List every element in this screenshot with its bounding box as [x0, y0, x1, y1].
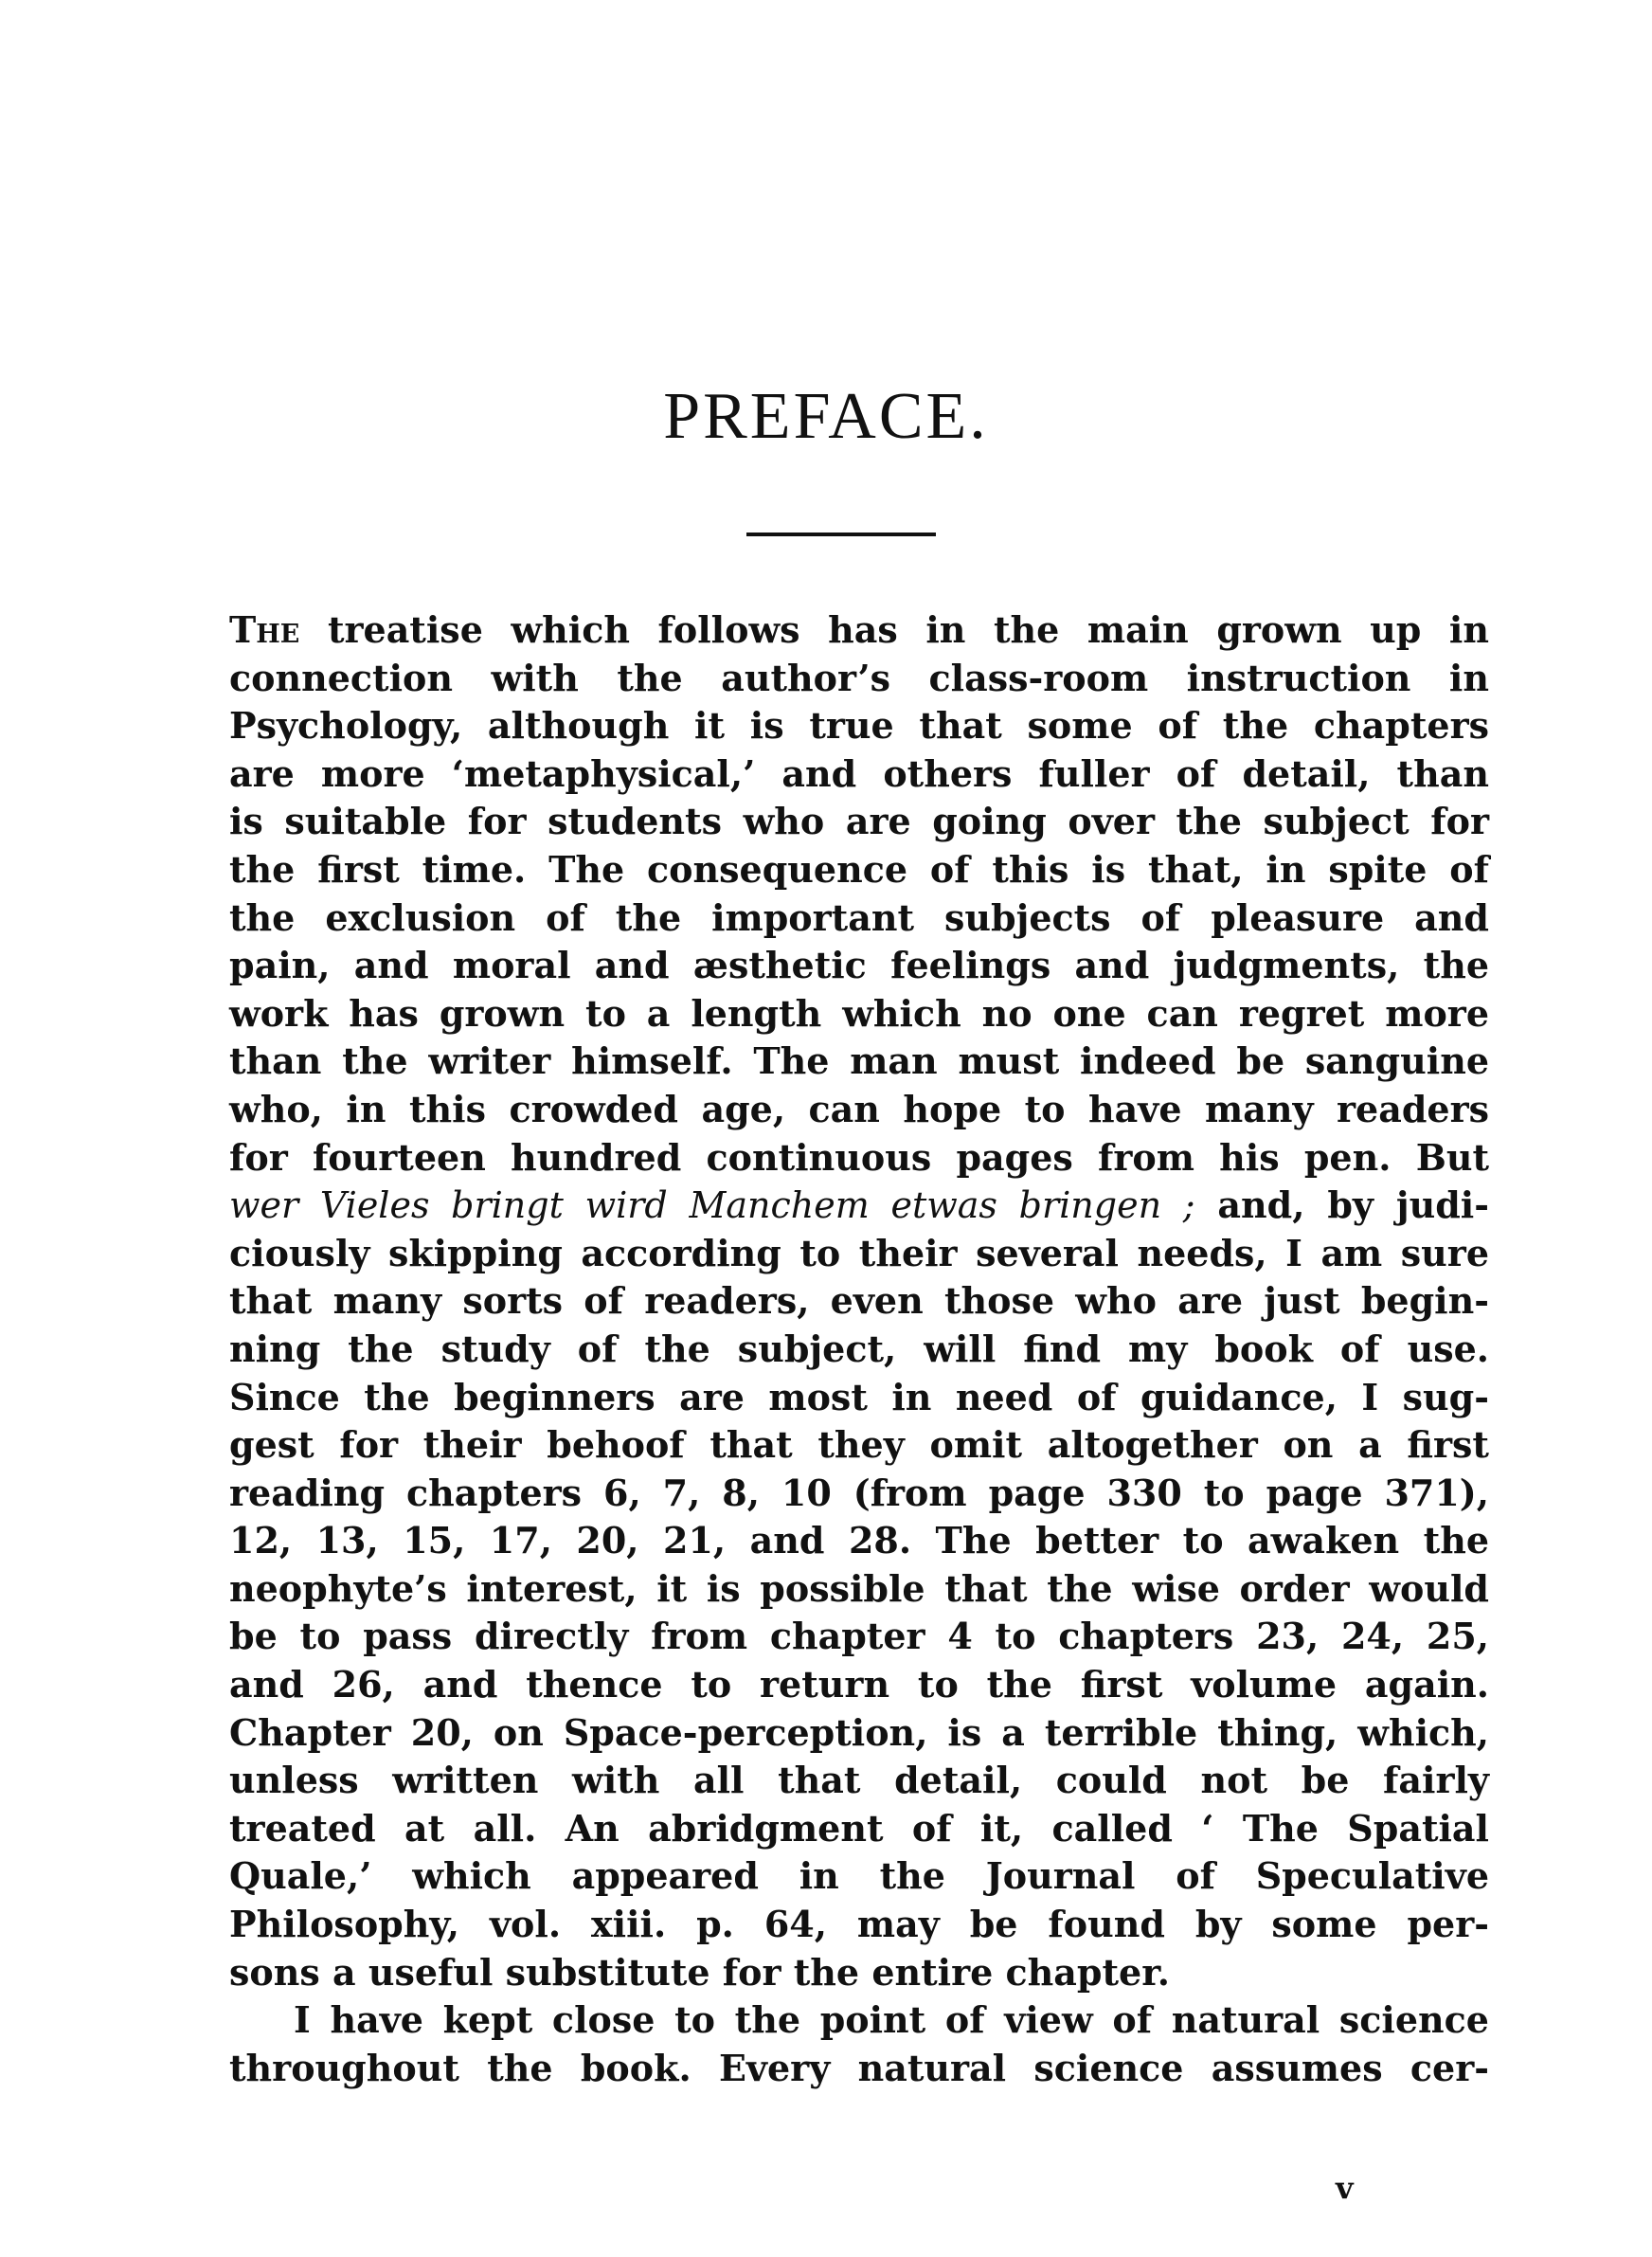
- text-line: neophyte’s interest, it is possible that the wise order would: [229, 1566, 1489, 1610]
- lead-word: The: [229, 608, 300, 651]
- text-line: for fourteen hundred continuous pages from his pen. But: [229, 1135, 1489, 1179]
- text-line: Quale,’ which appeared in the Journal of Speculative: [229, 1854, 1489, 1898]
- text-line: throughout the book. Every natural science assumes cer-: [229, 2046, 1489, 2089]
- text-line: be to pass directly from chapter 4 to chapters 23, 24, 25,: [229, 1615, 1489, 1658]
- text-line: Psychology, although it is true that some of the chapters: [229, 704, 1489, 748]
- text-line: Philosophy, vol. xiii. p. 64, may be found by some per-: [229, 1903, 1489, 1946]
- text-line: wer Vieles bringt wird Manchem etwas bringen ; and, by judi-: [229, 1183, 1489, 1227]
- text-line: unless written with all that detail, could not be fairly: [229, 1759, 1489, 1802]
- title-rule: [746, 533, 936, 536]
- text-line: than the writer himself. The man must indeed be sanguine: [229, 1039, 1489, 1083]
- german-quote: wer Vieles bringt wird Manchem etwas bringen ;: [229, 1184, 1195, 1227]
- text-line: reading chapters 6, 7, 8, 10 (from page 330 to page 371),: [229, 1471, 1489, 1514]
- text-line: are more ‘metaphysical,’ and others fuller of detail, than: [229, 751, 1489, 795]
- text-line: that many sorts of readers, even those who are just begin-: [229, 1279, 1489, 1323]
- text-line: connection with the author’s class-room instruction in: [229, 656, 1489, 699]
- text-line: gest for their behoof that they omit altogether on a first: [229, 1423, 1489, 1467]
- text-line: ning the study of the subject, will find my book of use.: [229, 1327, 1489, 1370]
- page-title: PREFACE.: [663, 380, 989, 453]
- text-line: Chapter 20, on Space-perception, is a terrible thing, which,: [229, 1710, 1489, 1754]
- text-line: the first time. The consequence of this is that, in spite of: [229, 847, 1489, 891]
- text-line: Since the beginners are most in need of guidance, I sug-: [229, 1375, 1489, 1418]
- preface-body: [229, 606, 1489, 2092]
- text-line: and 26, and thence to return to the first volume again.: [229, 1663, 1489, 1706]
- text-line: sons a useful substitute for the entire chapter.: [229, 1950, 1170, 1994]
- text-line: pain, and moral and æsthetic feelings and judgments, the: [229, 944, 1489, 987]
- text-line: 12, 13, 15, 17, 20, 21, and 28. The better to awaken the: [229, 1519, 1489, 1562]
- text-line: is suitable for students who are going over the subject for: [229, 800, 1489, 843]
- text-line: who, in this crowded age, can hope to have many readers: [229, 1087, 1489, 1130]
- text-line: ciously skipping according to their several needs, I am sure: [229, 1231, 1489, 1274]
- text-line: The treatise which follows has in the main grown up in: [229, 608, 1489, 651]
- text-line: treated at all. An abridgment of it, called ‘ The Spatial: [229, 1806, 1489, 1850]
- text-line: I have kept close to the point of view of natural science: [294, 1998, 1489, 2042]
- page-folio: v: [1336, 2170, 1354, 2206]
- text-line: the exclusion of the important subjects of pleasure and: [229, 895, 1489, 939]
- text-line: work has grown to a length which no one can regret more: [229, 991, 1489, 1035]
